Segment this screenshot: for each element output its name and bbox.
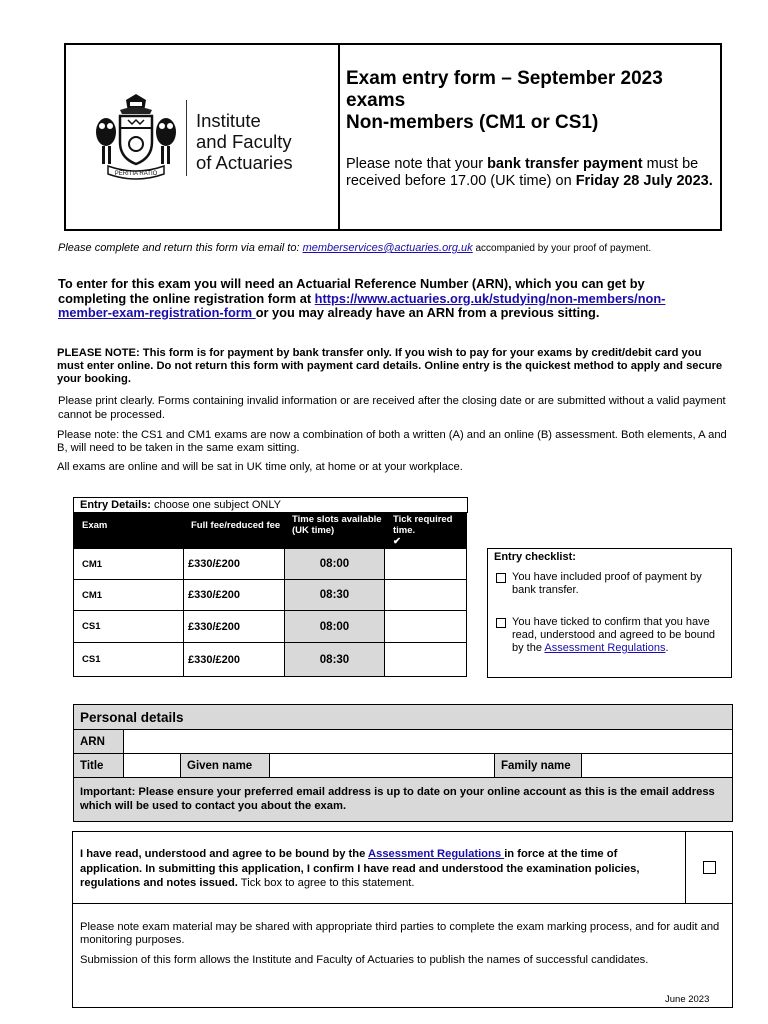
col-tick-label: Tick required time. — [393, 514, 453, 536]
org-name-line2: and Faculty — [196, 131, 292, 152]
return-prefix: Please complete and return this form via email to: — [58, 242, 303, 254]
given-name-input[interactable] — [270, 754, 495, 777]
col-time: Time slots available (UK time) — [285, 514, 385, 549]
row-exam: CS1 — [74, 643, 184, 677]
row-time: 08:00 — [285, 549, 385, 580]
title-line2: exams — [346, 90, 406, 111]
family-name-label: Family name — [495, 754, 582, 777]
checkbox-icon[interactable] — [496, 618, 506, 628]
row-tick-cell[interactable] — [385, 611, 467, 643]
logo-separator — [186, 100, 187, 176]
checklist-item-regulations — [496, 616, 724, 655]
title-line1: Exam entry form – September 2023 — [346, 68, 663, 89]
agree-suffix: Tick box to agree to this statement. — [237, 877, 415, 889]
registration-form-link[interactable]: https://www.actuaries.org.uk/studying/non-members/non-member-exam-registration-form — [58, 290, 666, 320]
row-fee: £330/£200 — [184, 643, 285, 677]
row-time: 08:30 — [285, 580, 385, 611]
agree-prefix: I have read, understood and agree to be bound by the — [80, 848, 369, 860]
family-name-input[interactable] — [582, 754, 732, 777]
publish-names-note: Submission of this form allows the Institute and Faculty of Actuaries to publish the names of successful candidates. — [80, 954, 649, 966]
arn-suffix: or you may already have an ARN from a previous sitting. — [255, 305, 600, 320]
form-title — [346, 68, 716, 134]
online-exam-note: All exams are online and will be sat in UK time only, at home or at your workplace. — [57, 461, 463, 473]
entry-row — [74, 549, 467, 580]
row-fee: £330/£200 — [184, 549, 285, 580]
arn-paragraph — [58, 277, 708, 321]
print-clearly-note: Please print clearly. Forms containing invalid information or are received after the closing date or are submitted without a valid payment cannot be processed. — [58, 395, 726, 421]
agreement-regulations-link[interactable]: Assessment Regulations — [368, 848, 505, 860]
org-name-line1: Institute — [196, 110, 261, 131]
ifoa-logo — [90, 88, 330, 188]
col-fee: Full fee/reduced fee — [184, 514, 285, 549]
header-divider — [338, 43, 340, 231]
arn-row — [73, 729, 733, 754]
note-bold1: bank transfer payment — [487, 156, 643, 172]
return-suffix: accompanied by your proof of payment. — [472, 243, 652, 254]
entry-caption — [73, 497, 468, 513]
entry-checklist — [487, 548, 732, 678]
footer-date: June 2023 — [665, 994, 710, 1005]
note-deadline: Friday 28 July 2023. — [575, 173, 713, 189]
row-time: 08:00 — [285, 611, 385, 643]
checklist-title: Entry checklist: — [494, 551, 576, 563]
entry-row — [74, 580, 467, 611]
entry-caption-rest: choose one subject ONLY — [150, 499, 281, 511]
checklist-item-payment — [496, 571, 724, 597]
entry-details — [73, 497, 468, 677]
col-tick — [385, 514, 467, 549]
title-line3: Non-members (CM1 or CS1) — [346, 112, 599, 133]
personal-details-title: Personal details — [73, 704, 733, 730]
return-instructions — [58, 242, 738, 255]
chk-prefix: You have ticked to confirm that you have read, understood and agreed to be bound by the — [512, 616, 716, 654]
checklist-item-regulations-label — [496, 616, 724, 655]
checklist-item-payment-label: You have included proof of payment by bank transfer. — [512, 571, 702, 596]
arn-prefix: To enter for this exam you will need an Actuarial Reference Number (ARN), which you can get by completing the online registration form at — [58, 276, 645, 306]
row-fee: £330/£200 — [184, 611, 285, 643]
tick-glyph: ✔ — [393, 536, 401, 547]
name-row — [73, 753, 733, 778]
email-link[interactable]: memberservices@actuaries.org.uk — [302, 242, 473, 254]
title-label: Title — [74, 754, 124, 777]
row-time: 08:30 — [285, 643, 385, 677]
entry-table — [73, 513, 467, 677]
bank-transfer-warning: PLEASE NOTE: This form is for payment by bank transfer only. If you wish to pay for your exams by credit/debit card you must enter online. Do not return this form with payment card details. Online entry is the quickest method to apply and secure your booking. — [57, 347, 723, 385]
row-fee: £330/£200 — [184, 580, 285, 611]
row-tick-cell[interactable] — [385, 549, 467, 580]
agree-checkbox[interactable] — [703, 861, 716, 874]
entry-row — [74, 611, 467, 643]
row-exam: CM1 — [74, 549, 184, 580]
data-sharing-note: Please note exam material may be shared with appropriate third parties to complete the exam marking process, and for audit and monitoring purposes. — [80, 921, 720, 946]
note-mid: must be received before 17.00 (UK time) on — [346, 156, 699, 189]
entry-row — [74, 643, 467, 677]
row-tick-cell[interactable] — [385, 643, 467, 677]
entry-header-row — [74, 514, 467, 549]
note-prefix: Please note that your — [346, 156, 488, 172]
arn-label: ARN — [74, 730, 124, 753]
checkbox-icon[interactable] — [496, 573, 506, 583]
assessment-regulations-link[interactable]: Assessment Regulations — [544, 642, 666, 654]
org-name-line3: of Actuaries — [196, 152, 293, 173]
title-input[interactable] — [124, 754, 181, 777]
email-important-note: Important: Please ensure your preferred email address is up to date on your online account as this is the email address which will be used to contact you about the exam. — [73, 777, 733, 822]
coat-of-arms-icon — [90, 92, 182, 184]
col-exam: Exam — [74, 514, 184, 549]
arn-input[interactable] — [124, 730, 732, 753]
payment-deadline-note — [346, 156, 716, 190]
agreement-statement — [80, 847, 680, 891]
cs1-cm1-note: Please note: the CS1 and CM1 exams are now a combination of both a written (A) and an online (B) assessment. Both elements, A and B, will need to be taken in the same exam sitting. — [57, 429, 727, 454]
given-name-label: Given name — [181, 754, 270, 777]
motto-text: PERITIA RATIO — [114, 171, 158, 177]
agree-mid: in force at the time of application. In submitting this application, I confirm I have read and understood the examination policies, regulations and notes issued. — [80, 848, 640, 889]
row-exam: CS1 — [74, 611, 184, 643]
entry-caption-bold: Entry Details: — [80, 499, 151, 511]
row-tick-cell[interactable] — [385, 580, 467, 611]
chk-suffix: . — [665, 642, 669, 654]
agreement-box — [72, 831, 733, 1008]
row-exam: CM1 — [74, 580, 184, 611]
